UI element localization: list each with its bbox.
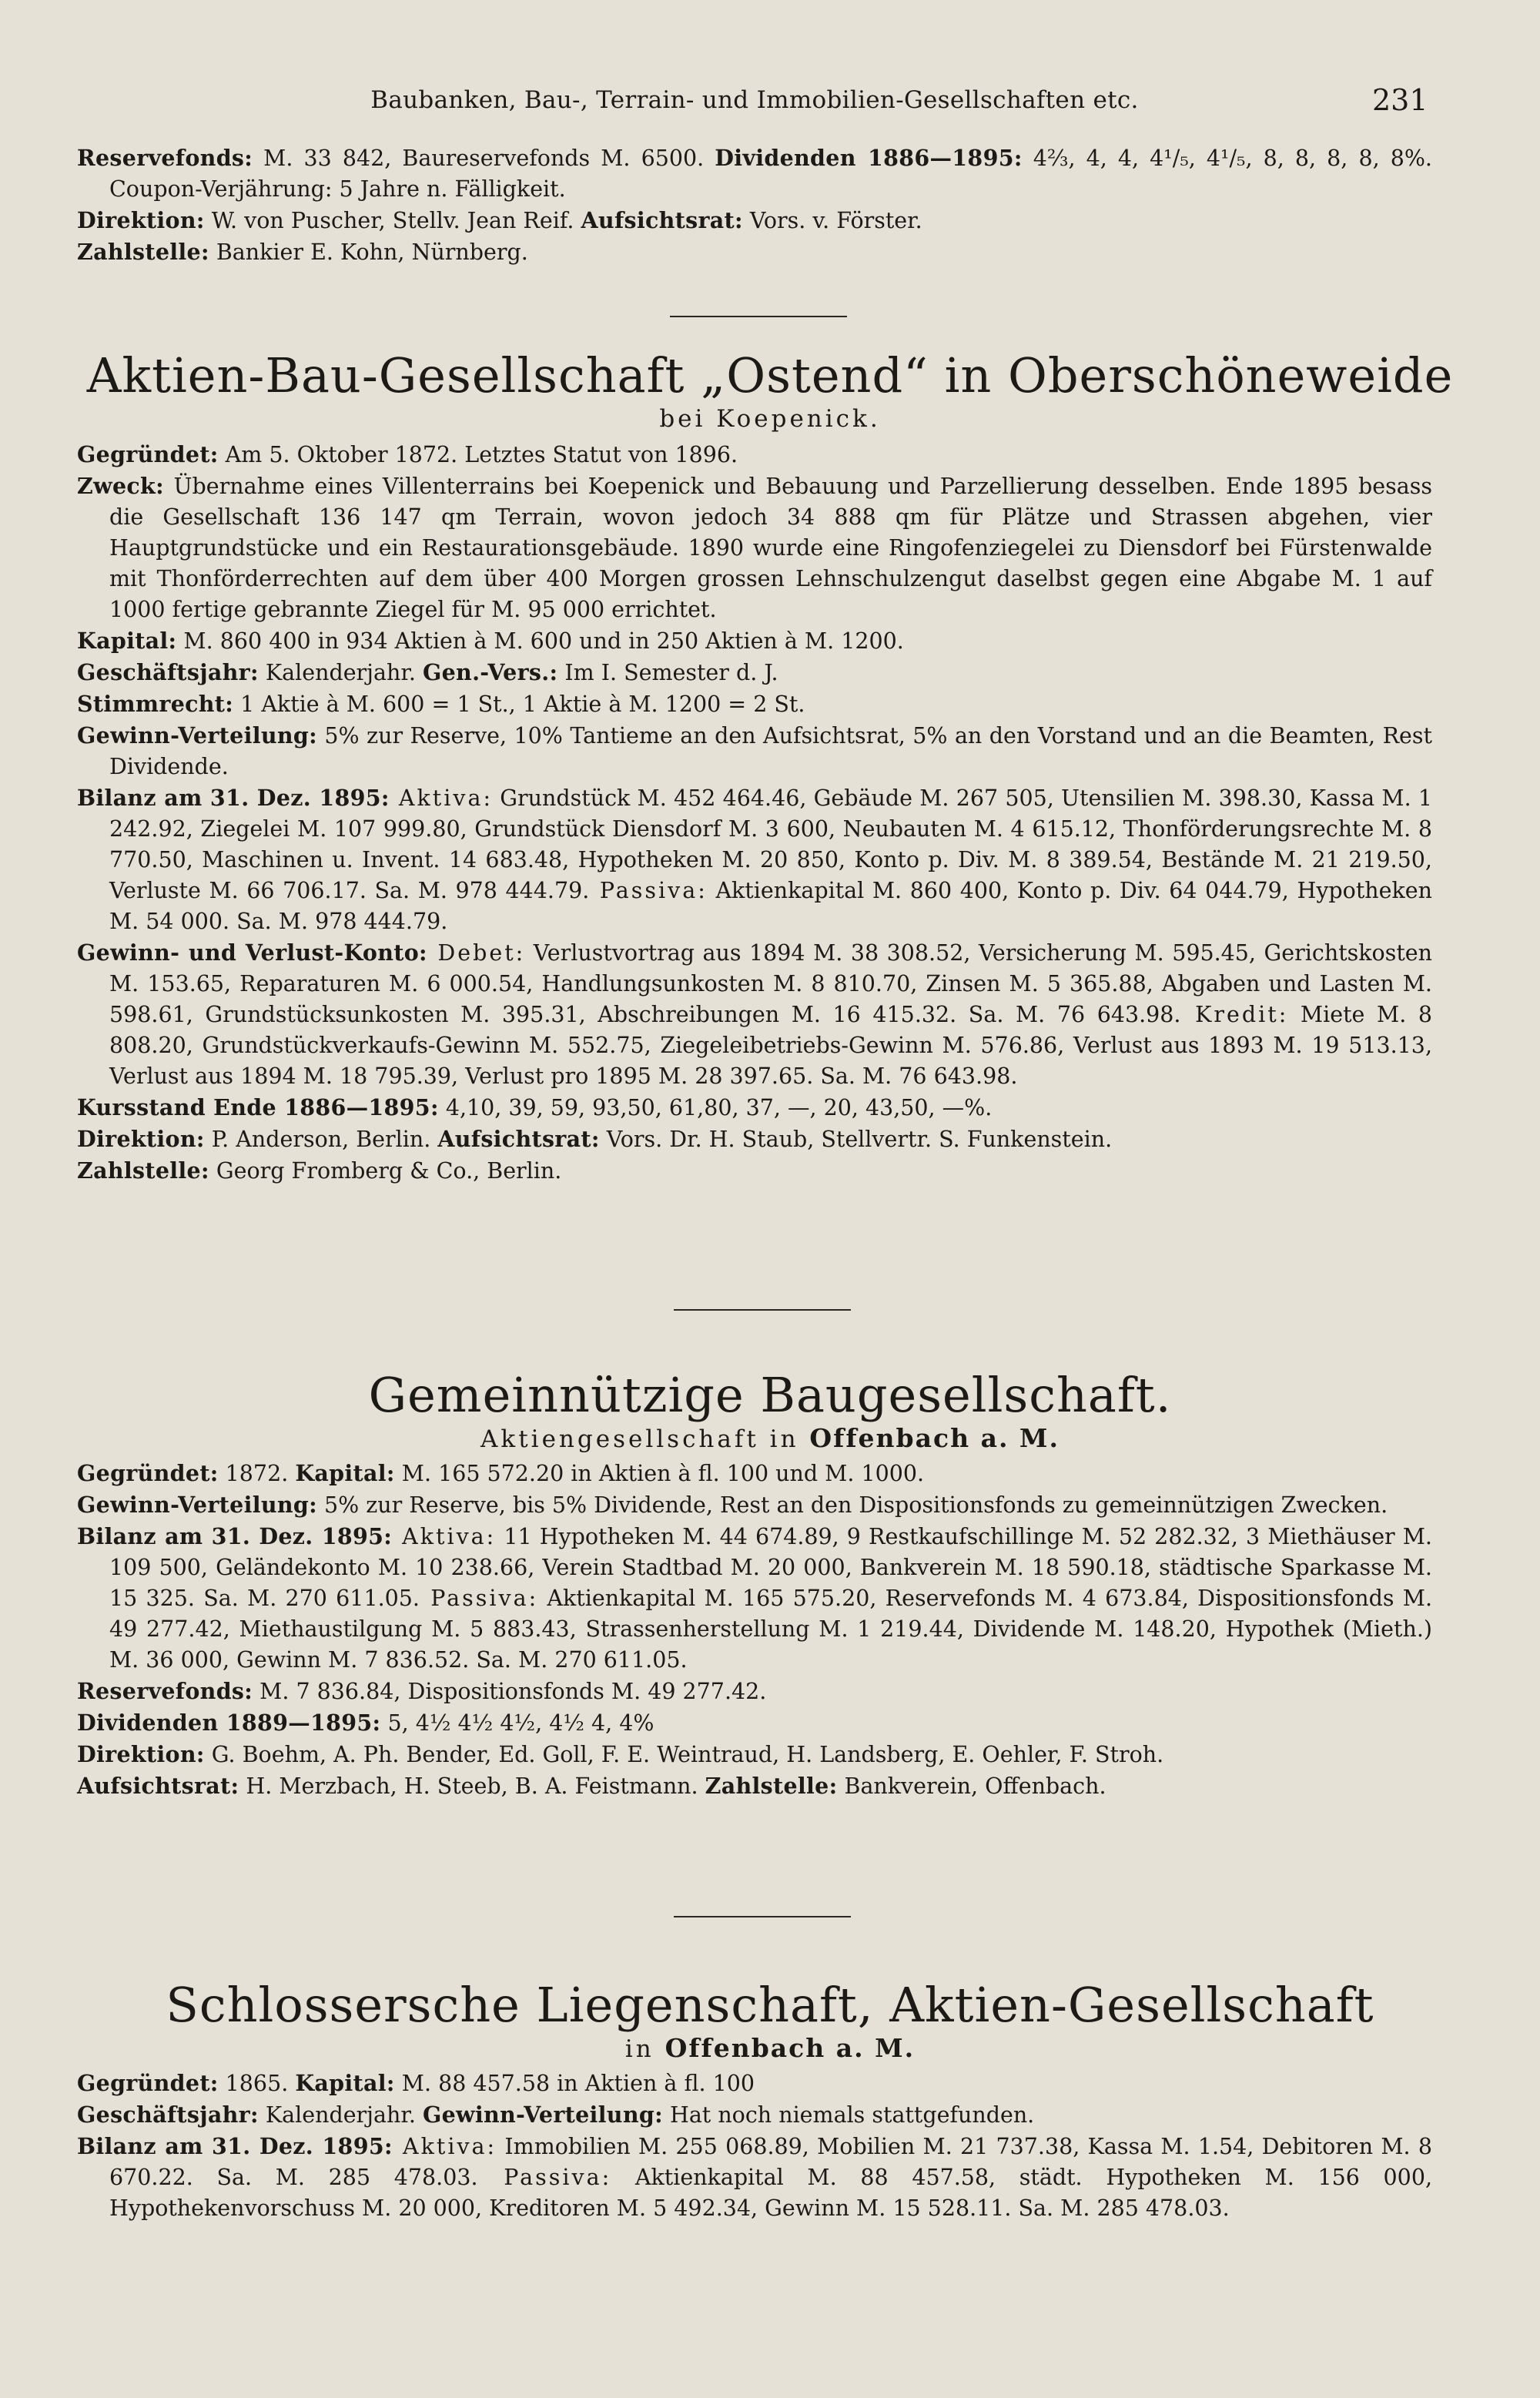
section-divider [670, 316, 847, 317]
page-number: 231 [1372, 83, 1428, 117]
section-divider [674, 1309, 851, 1311]
gemein-direktion: Direktion: G. Boehm, A. Ph. Bender, Ed. Goll, F. E. Weintraud, H. Landsberg, E. Oehler, F. Stroh. [77, 1741, 1164, 1767]
ostend-bilanz: Bilanz am 31. Dez. 1895: Aktiva: Grundstück M. 452 464.46, Gebäude M. 267 505, Utensilien M. 398.30, Kassa M. 1 242.92, Ziegelei M. 107 999.80, Grundstück Diensdorf M. 3 600, Neubauten M. 4 615.12, Thonförderungsrechte M. 8 770.50, Maschinen u. Invent. 14 683.48, Hypotheken M. 20 850, Konto p. Div. M. 8 389.54, Bestände M. 21 219.50, Verluste M. 66 706.17. Sa. M. 978 444.79. Passiva: Aktienkapital M. 860 400, Konto p. Div. 64 044.79, Hypotheken M. 54 000. Sa. M. 978 444.79. [77, 785, 1432, 934]
company-subtitle-schlossersche: in Offenbach a. M. [624, 2033, 916, 2063]
gemein-reservefonds: Reservefonds: M. 7 836.84, Dispositionsfonds M. 49 277.42. [77, 1678, 767, 1704]
company-entry-ostend [77, 439, 1432, 1187]
ostend-zahlstelle: Zahlstelle: Georg Fromberg & Co., Berlin. [77, 1157, 562, 1184]
company-title-ostend: Aktien-Bau-Gesellschaft „Ostend“ in Oberschöneweide [86, 347, 1454, 404]
ostend-gewinn-verlust: Gewinn- und Verlust-Konto: Debet: Verlustvortrag aus 1894 M. 38 308.52, Versicherung M. 595.45, Gerichtskosten M. 153.65, Reparaturen M. 6 000.54, Handlungsunkosten M. 8 810.70, Zinsen M. 5 365.88, Abgaben und Lasten M. 598.61, Grundstücksunkosten M. 395.31, Abschreibungen M. 16 415.32. Sa. M. 76 643.98. Kredit: Miete M. 8 808.20, Grundstückverkaufs-Gewinn M. 552.75, Ziegeleibetriebs-Gewinn M. 576.86, Verlust aus 1893 M. 19 513.13, Verlust aus 1894 M. 18 795.39, Verlust pro 1895 M. 28 397.65. Sa. M. 76 643.98. [77, 939, 1433, 1089]
gemein-dividenden: Dividenden 1889—1895: 5, 4½ 4½ 4½, 4½ 4, 4% [77, 1710, 654, 1736]
company-entry-schlossersche [77, 2068, 1432, 2224]
entry-direktion: Direktion: W. von Puscher, Stellv. Jean Reif. Aufsichtsrat: Vors. v. Förster. [77, 207, 922, 233]
gemein-bilanz: Bilanz am 31. Dez. 1895: Aktiva: 11 Hypotheken M. 44 674.89, 9 Restkaufschillinge M. 52 282.32, 3 Miethäuser M. 109 500, Geländekonto M. 10 238.66, Verein Stadtbad M. 20 000, Bankverein M. 18 590.18, städtische Sparkasse M. 15 325. Sa. M. 270 611.05. Passiva: Aktienkapital M. 165 575.20, Reservefonds M. 4 673.84, Dispositionsfonds M. 49 277.42, Miethaustilgung M. 5 883.43, Strassenherstellung M. 1 219.44, Dividende M. 148.20, Hypothek (Mieth.) M. 36 000, Gewinn M. 7 836.52. Sa. M. 270 611.05. [77, 1523, 1432, 1673]
ostend-kursstand: Kursstand Ende 1886—1895: 4,10, 39, 59, 93,50, 61,80, 37, —, 20, 43,50, —%. [77, 1094, 993, 1120]
ostend-zweck: Zweck: Übernahme eines Villenterrains bei Koepenick und Bebauung und Parzellierung desselben. Ende 1895 besass die Gesellschaft 136 147 qm Terrain, wovon jedoch 34 888 qm für Plätze und Strassen abgehen, vier Hauptgrundstücke und ein Restaurationsgebäude. 1890 wurde eine Ringofenziegelei zu Diensdorf bei Fürstenwalde mit Thonförderrechten auf dem über 400 Morgen grossen Lehnschulzengut daselbst gegen eine Abgabe M. 1 auf 1000 fertige gebrannte Ziegel für M. 95 000 errichtet. [77, 473, 1432, 622]
company-subtitle-ostend: bei Koepenick. [659, 405, 881, 433]
ostend-stimmrecht: Stimmrecht: 1 Aktie à M. 600 = 1 St., 1 Aktie à M. 1200 = 2 St. [77, 691, 805, 717]
section-divider [674, 1916, 851, 1917]
ostend-gewinn-verteilung: Gewinn-Verteilung: 5% zur Reserve, 10% Tantieme an den Aufsichtsrat, 5% an den Vorstand und an die Beamten, Rest Dividende. [77, 722, 1432, 779]
schloss-geschaeftsjahr: Geschäftsjahr: Kalenderjahr. Gewinn-Verteilung: Hat noch niemals stattgefunden. [77, 2102, 1035, 2128]
company-subtitle-gemeinnuetzige: Aktiengesellschaft in Offenbach a. M. [480, 1423, 1060, 1453]
company-entry-gemeinnuetzige [77, 1458, 1432, 1802]
gemein-gewinn-verteilung: Gewinn-Verteilung: 5% zur Reserve, bis 5% Dividende, Rest an den Dispositionsfonds zu gemeinnützigen Zwecken. [77, 1492, 1388, 1518]
ostend-kapital: Kapital: M. 860 400 in 934 Aktien à M. 600 und in 250 Aktien à M. 1200. [77, 628, 904, 654]
ostend-geschaeftsjahr: Geschäftsjahr: Kalenderjahr. Gen.-Vers.: Im I. Semester d. J. [77, 659, 778, 685]
ostend-gegruendet: Gegründet: Am 5. Oktober 1872. Letztes Statut von 1896. [77, 441, 738, 467]
company-title-gemeinnuetzige: Gemeinnützige Baugesellschaft. [368, 1367, 1172, 1423]
entry-zahlstelle: Zahlstelle: Bankier E. Kohn, Nürnberg. [77, 239, 528, 265]
gemein-aufsichtsrat: Aufsichtsrat: H. Merzbach, H. Steeb, B. A. Feistmann. Zahlstelle: Bankverein, Offenbach. [77, 1773, 1106, 1799]
running-title: Baubanken, Bau-, Terrain- und Immobilien-Gesellschaften etc. [370, 86, 1139, 114]
previous-entry-tail [77, 142, 1432, 268]
schloss-gegruendet: Gegründet: 1865. Kapital: M. 88 457.58 in Aktien à fl. 100 [77, 2070, 755, 2096]
entry-reservefonds: Reservefonds: M. 33 842, Baureservefonds M. 6500. Dividenden 1886—1895: 4⅔, 4, 4, 4¹/₅, 4¹/₅, 8, 8, 8, 8, 8%. Coupon-Verjährung: 5 Jahre n. Fälligkeit. [77, 145, 1432, 202]
schloss-bilanz: Bilanz am 31. Dez. 1895: Aktiva: Immobilien M. 255 068.89, Mobilien M. 21 737.38, Kassa M. 1.54, Debitoren M. 8 670.22. Sa. M. 285 478.03. Passiva: Aktienkapital M. 88 457.58, städt. Hypotheken M. 156 000, Hypothekenvorschuss M. 20 000, Kreditoren M. 5 492.34, Gewinn M. 15 528.11. Sa. M. 285 478.03. [77, 2133, 1433, 2221]
gemein-gegruendet: Gegründet: 1872. Kapital: M. 165 572.20 in Aktien à fl. 100 und M. 1000. [77, 1460, 925, 1486]
ostend-direktion: Direktion: P. Anderson, Berlin. Aufsichtsrat: Vors. Dr. H. Staub, Stellvertr. S. Funkenstein. [77, 1126, 1113, 1152]
company-title-schlossersche: Schlossersche Liegenschaft, Aktien-Gesellschaft [166, 1977, 1374, 2033]
